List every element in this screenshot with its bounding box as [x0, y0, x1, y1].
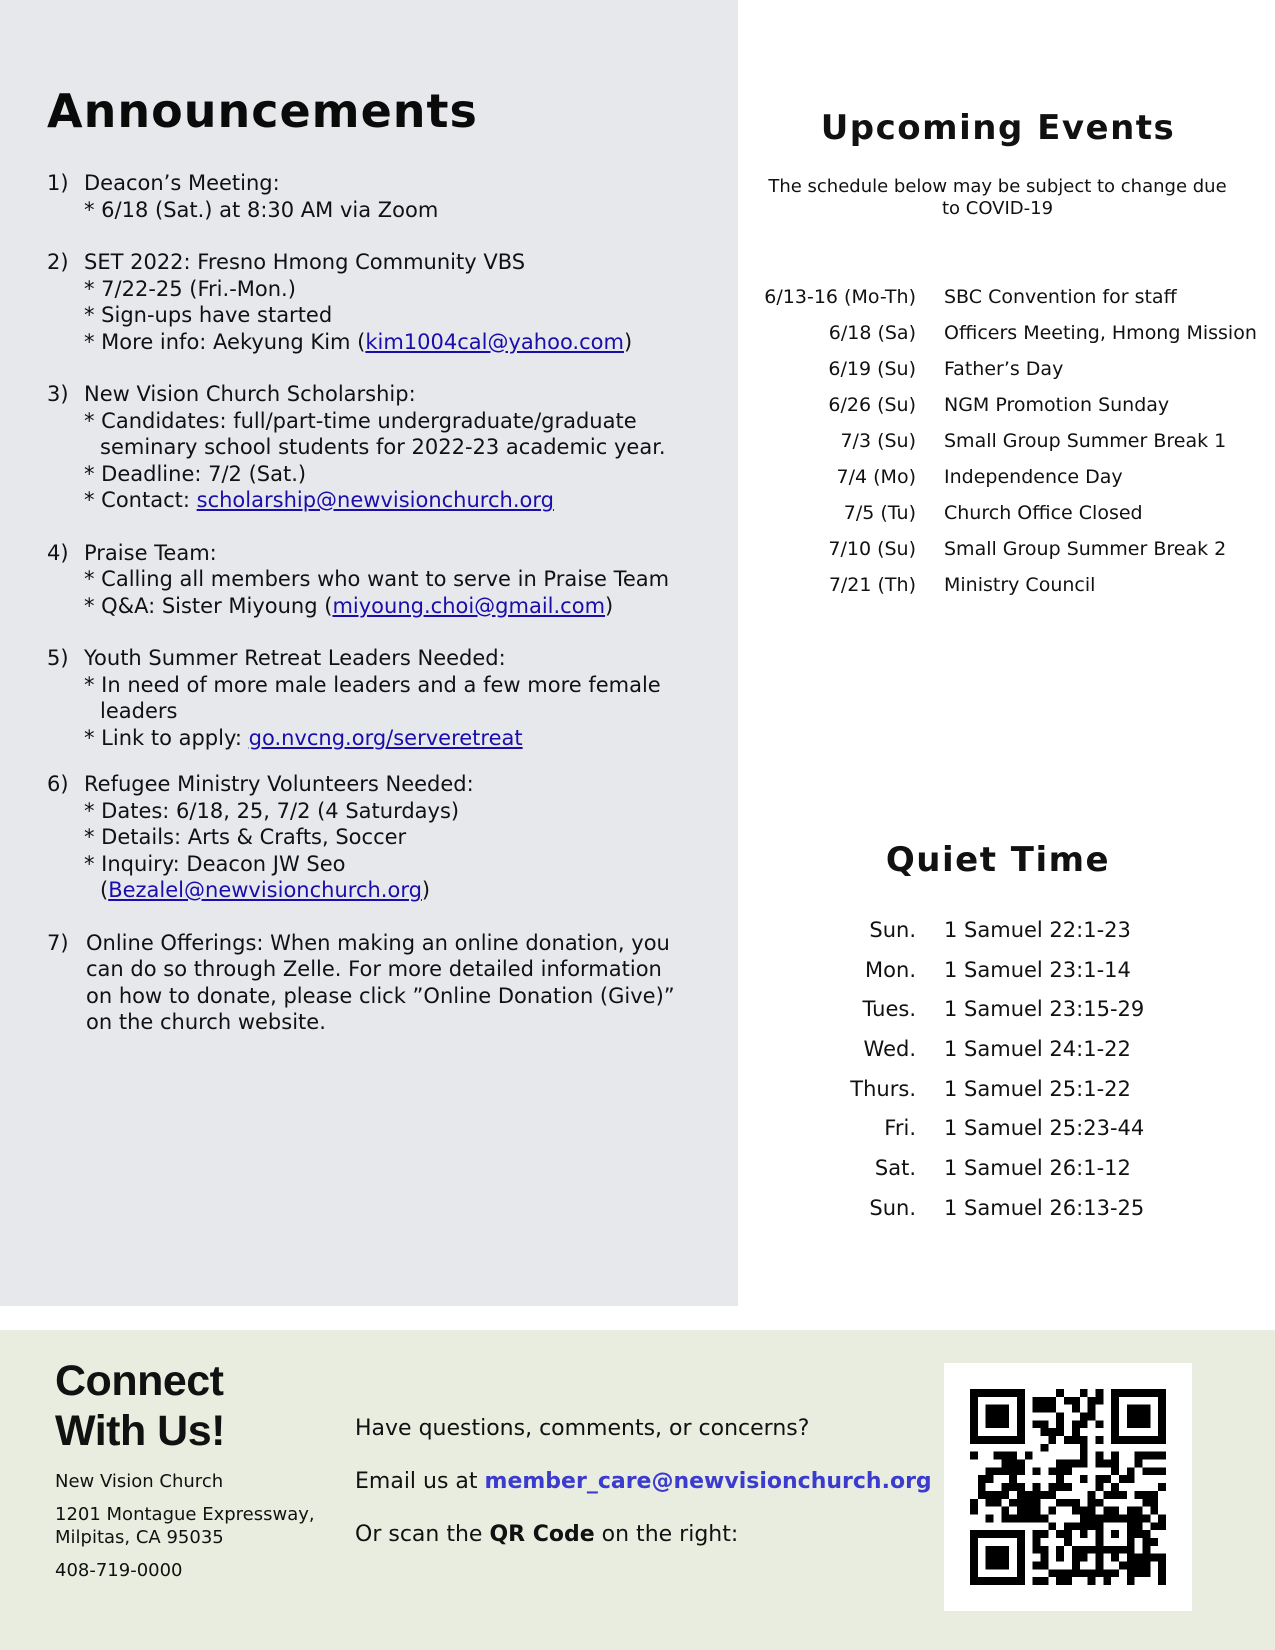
event-name: NGM Promotion Sunday — [944, 394, 1170, 416]
reading-row — [800, 1196, 1144, 1236]
email-link-aekyung[interactable]: kim1004cal@yahoo.com — [365, 329, 624, 354]
member-care-email-link[interactable]: member_care@newvisionchurch.org — [484, 1469, 932, 1494]
qr-code-icon[interactable] — [944, 1363, 1192, 1611]
schedule-note: The schedule below may be subject to change due to COVID-19 — [768, 176, 1227, 219]
event-date: 7/4 (Mo) — [836, 466, 916, 488]
item-bullet-apply — [84, 725, 687, 752]
item-number: 7) — [47, 930, 69, 955]
email-line — [355, 1469, 932, 1495]
quiet-time-title: Quiet Time — [885, 840, 1111, 880]
connect-title-line2: With Us! — [55, 1407, 225, 1455]
item-heading: Deacon’s Meeting: — [84, 171, 280, 195]
reading-row — [800, 1077, 1144, 1117]
reading-ref: 1 Samuel 26:1-12 — [944, 1156, 1131, 1181]
paren-close: ) — [605, 593, 614, 618]
item-number: 2) — [47, 250, 69, 274]
reading-row — [800, 997, 1144, 1037]
item-heading: New Vision Church Scholarship: — [84, 382, 416, 406]
item-text: Online Offerings: When making an online donation, you can do so through Zelle. For more detailed information on how to donate, please click ”Online Donation (Give)” on the church website. — [86, 930, 675, 1034]
reading-day: Wed. — [863, 1037, 916, 1062]
contact-label: * Contact: — [84, 488, 197, 512]
address-line2: Milpitas, CA 95035 — [55, 1527, 224, 1548]
paren-close: ) — [421, 878, 431, 902]
scan-prefix: Or scan the — [355, 1522, 490, 1547]
church-phone: 408-719-0000 — [55, 1560, 183, 1581]
event-row — [752, 286, 1257, 322]
event-row — [752, 394, 1257, 430]
address-line1: 1201 Montague Expressway, — [55, 1504, 315, 1525]
announcement-item-4 — [47, 540, 687, 620]
connect-title — [55, 1356, 225, 1456]
event-row — [752, 322, 1257, 358]
qr-code-graphic — [970, 1389, 1166, 1585]
event-name: Ministry Council — [944, 574, 1096, 596]
reading-ref: 1 Samuel 22:1-23 — [944, 918, 1131, 942]
item-bullet: * 6/18 (Sat.) at 8:30 AM via Zoom — [84, 197, 439, 222]
item-number: 6) — [47, 772, 69, 796]
item-heading: Praise Team: — [84, 540, 217, 565]
email-link-scholarship[interactable]: scholarship@newvisionchurch.org — [196, 488, 554, 512]
connect-title-line1: Connect — [55, 1357, 224, 1405]
event-name: Church Office Closed — [944, 502, 1143, 524]
event-date: 6/13-16 (Mo-Th) — [764, 286, 916, 308]
item-number: 3) — [47, 382, 69, 406]
event-name: Independence Day — [944, 466, 1123, 488]
reading-day: Mon. — [865, 957, 916, 982]
paren-close: ) — [623, 329, 633, 354]
item-bullet: * Dates: 6/18, 25, 7/2 (4 Saturdays) — [84, 798, 460, 823]
item-number: 1) — [47, 171, 69, 195]
event-row — [752, 502, 1257, 538]
event-date: 7/3 (Su) — [840, 430, 916, 452]
item-bullet-contact — [84, 487, 687, 514]
event-row — [752, 358, 1257, 394]
item-number: 4) — [47, 540, 69, 565]
scan-line — [355, 1522, 932, 1548]
reading-row — [800, 1156, 1144, 1196]
reading-ref: 1 Samuel 23:1-14 — [944, 957, 1131, 982]
event-date: 6/18 (Sa) — [828, 322, 916, 344]
item-heading: Refugee Ministry Volunteers Needed: — [84, 772, 474, 796]
announcement-item-5 — [47, 645, 687, 751]
connect-footer — [0, 1330, 1275, 1650]
qr-code-label: QR Code — [489, 1522, 595, 1547]
announcement-item-2 — [47, 249, 687, 355]
apply-label: * Link to apply: — [84, 725, 249, 750]
event-name: Officers Meeting, Hmong Mission — [944, 322, 1257, 344]
event-date: 6/26 (Su) — [828, 394, 916, 416]
announcement-item-7 — [47, 930, 687, 1036]
reading-day: Fri. — [884, 1116, 916, 1141]
event-row — [752, 466, 1257, 502]
reading-day: Sun. — [869, 1195, 916, 1220]
reading-row — [800, 958, 1144, 998]
reading-ref: 1 Samuel 23:15-29 — [944, 997, 1145, 1022]
announcements-title: Announcements — [47, 84, 478, 138]
reading-day: Tues. — [862, 997, 916, 1022]
reading-row — [800, 1116, 1144, 1156]
reading-day: Thurs. — [850, 1076, 916, 1101]
connect-message — [355, 1416, 932, 1575]
event-name: Father’s Day — [944, 358, 1064, 380]
reading-row — [800, 1037, 1144, 1077]
paren-open: ( — [100, 878, 109, 902]
apply-link[interactable]: go.nvcng.org/serveretreat — [248, 725, 523, 750]
item-bullet-inquiry-email — [84, 877, 687, 904]
reading-day: Sun. — [869, 918, 916, 942]
announcement-item-1 — [47, 170, 687, 223]
church-name: New Vision Church — [55, 1471, 224, 1492]
reading-ref: 1 Samuel 25:23-44 — [944, 1116, 1145, 1141]
upcoming-events-title: Upcoming Events — [820, 108, 1176, 148]
more-info-label: * More info: Aekyung Kim ( — [84, 329, 366, 354]
event-name: Small Group Summer Break 2 — [944, 538, 1227, 560]
reading-row — [800, 918, 1144, 958]
event-date: 7/10 (Su) — [828, 538, 916, 560]
email-link-bezalel[interactable]: Bezalel@newvisionchurch.org — [108, 878, 422, 902]
item-bullet: * 7/22-25 (Fri.-Mon.) — [84, 276, 296, 301]
item-bullet: * Candidates: full/part-time undergraduate/graduate seminary school students for 2022-23 academic year. — [84, 408, 666, 459]
events-table — [752, 286, 1257, 610]
event-row — [752, 574, 1257, 610]
reading-ref: 1 Samuel 26:13-25 — [944, 1195, 1145, 1220]
email-link-miyoung[interactable]: miyoung.choi@gmail.com — [332, 593, 606, 618]
event-row — [752, 538, 1257, 574]
event-date: 6/19 (Su) — [828, 358, 916, 380]
reading-day: Sat. — [874, 1156, 916, 1181]
event-date: 7/21 (Th) — [828, 574, 916, 596]
item-heading: Youth Summer Retreat Leaders Needed: — [84, 646, 506, 670]
church-contact-info — [55, 1470, 315, 1592]
item-bullet: * Inquiry: Deacon JW Seo — [84, 851, 346, 876]
announcement-item-6 — [47, 771, 687, 904]
item-bullet: * In need of more male leaders and a few more female leaders — [84, 672, 661, 723]
event-name: SBC Convention for staff — [944, 286, 1177, 308]
item-bullet: * Deadline: 7/2 (Sat.) — [84, 461, 307, 486]
quiet-time-table — [800, 918, 1144, 1236]
questions-text: Have questions, comments, or concerns? — [355, 1416, 810, 1441]
item-number: 5) — [47, 646, 69, 670]
item-bullet-qa — [84, 593, 687, 620]
item-bullet: * Calling all members who want to serve in Praise Team — [84, 567, 670, 591]
event-name: Small Group Summer Break 1 — [944, 430, 1227, 452]
item-bullet: * Details: Arts & Crafts, Soccer — [84, 825, 407, 849]
qa-label: * Q&A: Sister Miyoung ( — [84, 593, 333, 618]
reading-ref: 1 Samuel 25:1-22 — [944, 1076, 1131, 1101]
item-heading: SET 2022: Fresno Hmong Community VBS — [84, 250, 526, 274]
item-bullet-more-info — [84, 329, 687, 356]
announcement-item-3 — [47, 381, 687, 514]
event-row — [752, 430, 1257, 466]
church-address — [55, 1503, 315, 1549]
event-date: 7/5 (Tu) — [843, 502, 916, 524]
scan-suffix: on the right: — [594, 1522, 739, 1547]
reading-ref: 1 Samuel 24:1-22 — [944, 1037, 1131, 1062]
announcements-list — [47, 170, 687, 1062]
item-bullet: * Sign-ups have started — [84, 303, 333, 327]
email-prefix: Email us at — [355, 1469, 485, 1494]
